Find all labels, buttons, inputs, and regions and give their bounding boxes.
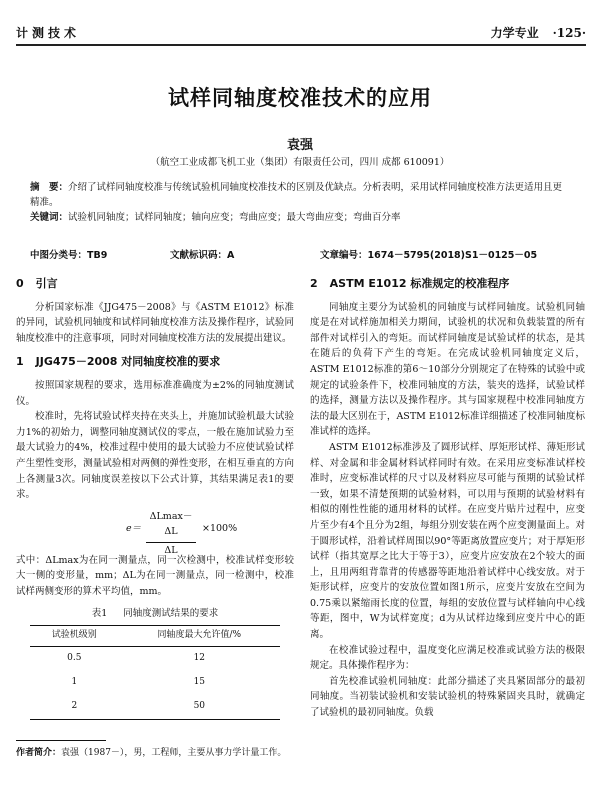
paragraph: 在校准试验过程中，温度变化应满足校准或试验方法的极限规定。具体操作程序为：: [310, 644, 585, 672]
abstract-label: 摘 要：: [30, 182, 69, 193]
paragraph: 式中：ΔLmax为在同一测量点，同一次检测中，校准试样变形较大一侧的变形量，mm；ΔL为在同一测量点，同一检测中，校准试样两侧变形的算术平均值，mm。: [16, 554, 294, 597]
equation-numerator: ΔLmax－ΔL: [146, 509, 196, 543]
paragraph: 同轴度主要分为试验机的同轴度与试样同轴度。试验机同轴度是在对试样施加相关力期间，试验机的状况和负载装置的所有部件对试样引入的弯矩。而试样同轴度是试验试样的状态，是其在随后的负荷下产生的弯矩。在完成试验机同轴度定义后，ASTM E1012标准的第6～10部分分别规定了在特殊的试验中或规定的试验条件下，校准同轴度的方法，装夹的选择，试验试样的选择，测量方法以及操作程序。其与国家规程中校准同轴度方法的最大区别在于，ASTM E1012标准详细描述了校准同轴度标准试样的选择。: [310, 301, 585, 438]
footnote-label: 作者简介：: [16, 748, 62, 758]
header-right: [491, 24, 586, 41]
footnote-text: 袁强（1987－），男，工程师，主要从事力学计量工作。: [61, 748, 287, 758]
header-rule: [16, 44, 586, 46]
table-row: 0.5 12: [67, 653, 206, 664]
equation-fraction: [146, 509, 196, 559]
left-column: [16, 268, 294, 720]
page-number: ·125·: [552, 26, 586, 40]
table-header: 同轴度最大允许值/%: [119, 626, 280, 647]
keywords-label: 关键词：: [30, 212, 69, 223]
paragraph: ASTM E1012标准涉及了圆形试样、厚矩形试样、薄矩形试样、对金属和非金属材料试样同时有效。在采用应变标准试样校准时，应变标准试样的尺寸以及材料应尽可能与预期的试验试样一致，如果不清楚预期的试验材料，可以用与预期的试验材料有相似的刚性性能的通用材料的试样。在应变片贴片过程中，应变片至少有4个且分为2组，每组分别安装在两个应变测量面上。对于圆形试样，沿着试样周围以90°等距离放置应变片；对于厚矩形试样（指其宽厚之比大于等于3），应变片应安放在2个较大的面上，且用两组背靠背的传感器等距地沿着试样中心线安放。对于矩形试样，应变片的安放位置如图1所示，应变片安放在空间为0.75乘以紧缩雨长度的位置，每组的安放位置与试样轴向中心线等距，图中，W为试样宽度；d为从试样边缘到应变片中心的距离。: [310, 441, 585, 641]
abstract: [30, 180, 570, 210]
equation-rhs: ×100%: [202, 522, 238, 534]
section-heading: 1 JJG475－2008 对同轴度校准的要求: [16, 355, 221, 369]
doc-code: 文献标识码：A: [170, 250, 235, 261]
equation-denominator: ΔL: [164, 544, 178, 556]
right-column: [310, 268, 585, 721]
clc-number: 中图分类号：TB9: [30, 250, 108, 261]
keywords: [30, 210, 570, 225]
equation: [16, 507, 294, 556]
table-caption: 表1 同轴度测试结果的要求: [91, 607, 219, 619]
equation-lhs: e＝: [126, 522, 142, 534]
paragraph: 按照国家规程的要求，选用标准准确度为±2%的同轴度测试仪。: [16, 379, 294, 407]
requirements-table: [30, 625, 280, 720]
footnote-rule: [16, 740, 106, 741]
article-number: 文章编号：1674－5795(2018)S1－0125－05: [320, 250, 538, 261]
section-heading: 2 ASTM E1012 标准规定的校准程序: [310, 277, 510, 290]
running-header: [16, 20, 586, 44]
author: 袁强: [286, 138, 313, 153]
abstract-block: [30, 180, 570, 225]
section-heading: 0 引言: [16, 277, 58, 290]
journal-name: 计测技术: [16, 26, 81, 40]
author-footnote: [16, 746, 296, 760]
paragraph: 首先校准试验机同轴度：此部分描述了夹具紧固部分的最初同轴度。当初装试验机和安装试验机的特殊紧固夹具时，就确定了试验机的最初同轴度。负载: [310, 675, 585, 719]
affiliation: （航空工业成都飞机工业（集团）有限责任公司，四川 成都 610091）: [150, 157, 450, 168]
keywords-text: 试验机同轴度；试样同轴度；轴向应变；弯曲应变；最大弯曲应变；弯曲百分率: [68, 212, 401, 223]
paper-title: 试样同轴度校准技术的应用: [168, 86, 432, 110]
table-row: 2 50: [30, 695, 280, 720]
section-name: 力学专业: [490, 26, 539, 40]
abstract-text: 介绍了试样同轴度校准与传统试验机同轴度校准技术的区别及优缺点。分析表明，采用试样同轴度校准方法更适用且更精准。: [30, 182, 563, 208]
table-header: 试验机级别: [30, 626, 119, 647]
paragraph: 分析国家标准《JJG475－2008》与《ASTM E1012》标准的异同，试验机同轴度和试样同轴度校准方法及操作程序，试验同轴度校准中的注意事项，同时对同轴度校准方法的发展提出建议。: [16, 301, 294, 344]
paragraph: 校准时，先将试验试样夹持在夹头上，并施加试验机最大试验力1%的初始力，调整同轴度测试仪的零点，一般在施加试验力至最大试验力的4%，校准过程中使用的最大试验力不应使试验试样产生塑性变形，测量试验相对两侧的弹性变形，在相互垂直的方向上各测量3次。同轴度误差按以下公式计算，其结果满足表1的要求。: [16, 411, 294, 501]
table-row: 1 15: [71, 677, 206, 688]
